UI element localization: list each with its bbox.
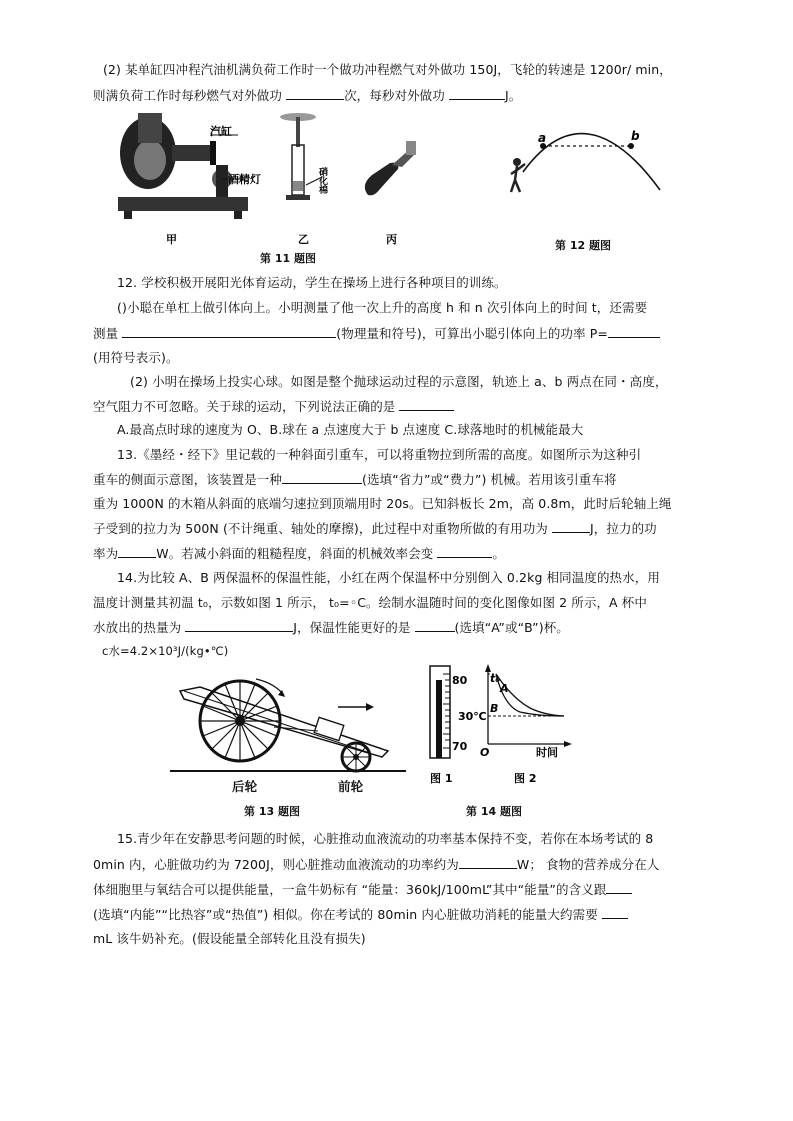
q13-blank-type[interactable] <box>282 471 362 484</box>
q12-line1: 12. 学校积极开展阳光体育运动，学生在操场上进行各种项目的训练。 <box>117 275 507 290</box>
q15-line3 <box>93 881 632 898</box>
q13-line1: 13.《墨经・经下》里记载的一种斜面引重车，可以将重物拉到所需的高度。如图所示为这种引 <box>117 447 642 462</box>
q11-part2-line2 <box>93 87 521 104</box>
q14-text-a: 水放出的热量为 <box>93 620 186 635</box>
q12-caption: 第 12 题图 <box>555 239 611 252</box>
q13-figure <box>170 665 410 785</box>
q15-text-d: (选填“内能”“比热容”或“热值”) 相似。你在考试的 80min 内心脏做功消耗的能量大约需要 <box>93 907 602 922</box>
q12-blank-power[interactable] <box>608 325 660 338</box>
q13-line3: 重为 1000N 的木箱从斜面的底端匀速拉到顶端用时 20s。已知斜板长 2m，高 0.8m，此时后轮轴上绳 <box>93 496 672 511</box>
graph-curve-a: A <box>500 682 509 695</box>
q13-caption: 第 13 题图 <box>244 805 300 818</box>
q15-line2 <box>93 856 659 873</box>
label-lamp: 酒精灯 <box>228 173 261 186</box>
fig-bing-hand <box>365 141 416 195</box>
q11-text-a: 则满负荷工作时每秒燃气对外做功 <box>93 88 287 103</box>
q15-blank-power[interactable] <box>459 856 517 869</box>
q12-line7: A.最高点时球的速度为 O、B.球在 a 点速度大于 b 点速度 C.球落地时的机械能最大 <box>117 422 584 437</box>
graph-xlabel: 时间 <box>536 746 558 759</box>
front-wheel <box>342 743 370 771</box>
q15-text-a: 0min 内，心脏做功约为 7200J，则心脏推动血液流动的功率约为 <box>93 857 459 872</box>
fig1-label: 图 1 <box>430 772 453 785</box>
q14-specific-heat: c水=4.2×10³J/(kg•℃) <box>102 644 229 658</box>
q11-blank-work[interactable] <box>449 87 505 100</box>
q11-figures <box>110 105 420 265</box>
q13-text-c: 子受到的拉力为 500N (不计绳重、轴处的摩擦)，此过程中对重物所做的有用功为 <box>93 521 552 536</box>
q12-line2: ()小聪在单杠上做引体向上。小明测量了他一次上升的高度 h 和 n 次引体向上的时间 t，还需要 <box>117 300 648 315</box>
q15-line4 <box>93 906 628 923</box>
q13-text-g: 。 <box>492 546 505 561</box>
q13-line4 <box>93 520 657 537</box>
graph-curve-b: B <box>490 702 499 715</box>
label-rear-wheel: 后轮 <box>232 779 258 794</box>
point-a-label: a <box>538 131 547 145</box>
q14-blank-cup[interactable] <box>415 619 455 632</box>
q13-blank-useful-work[interactable] <box>552 520 590 533</box>
label-bing: 丙 <box>386 233 397 246</box>
thrower-figure <box>511 158 525 192</box>
q13-blank-efficiency[interactable] <box>437 545 492 558</box>
point-b-label: b <box>631 129 640 143</box>
q12-line3 <box>93 325 660 342</box>
graph-30c: 30℃ <box>458 710 487 723</box>
thermometer <box>430 666 450 758</box>
fig-yi-tube <box>280 113 322 200</box>
fig2-label: 图 2 <box>514 772 537 785</box>
q14-line1: 14.为比较 A、B 两保温杯的保温性能，小红在两个保温杯中分别倒入 0.2kg 相同温度的热水，用 <box>117 570 660 585</box>
label-cotton: 硝化棉 <box>317 167 327 194</box>
q14-figure <box>418 660 598 790</box>
q13-text-b: (选填“省力”或“费力”) 机械。若用该引重车将 <box>362 472 617 487</box>
q11-text-b: 次，每秒对外做功 <box>344 88 449 103</box>
q13-text-a: 重车的侧面示意图，该装置是一种 <box>93 472 283 487</box>
q14-line2: 温度计测量其初温 t₀，示数如图 1 所示， t₀=◦C。绘制水温随时间的变化图像如图 2 所示，A 杯中 <box>93 595 647 610</box>
label-cylinder: 汽缸 <box>210 125 232 138</box>
q13-blank-power[interactable] <box>118 545 156 558</box>
q12-line4: (用符号表示)。 <box>93 350 179 365</box>
q11-text-c: J。 <box>504 88 522 103</box>
q13-text-f: W。若减小斜面的粗糙程度，斜面的机械效率会变 <box>156 546 438 561</box>
q13-line5 <box>93 545 505 562</box>
q15-text-b: W； 食物的营养成分在人 <box>516 857 660 872</box>
q11-part2-line1: (2) 某单缸四冲程汽油机满负荷工作时一个做功冲程燃气对外做功 150J，飞轮的转速是 1200r/ min， <box>103 62 672 77</box>
thermo-80: 80 <box>452 674 468 687</box>
q11-blank-times[interactable] <box>286 87 344 100</box>
q12-blank-quantity[interactable] <box>122 325 336 338</box>
q12-blank-choice[interactable] <box>399 398 454 411</box>
label-yi: 乙 <box>298 233 309 246</box>
q13-text-d: J，拉力的功 <box>589 521 657 536</box>
q14-text-c: (选填“A”或“B”)杯。 <box>454 620 569 635</box>
q12-text-a: 测量 <box>93 326 123 341</box>
q13-line2 <box>93 471 617 488</box>
rear-wheel <box>200 681 280 761</box>
q14-blank-heat[interactable] <box>185 619 293 632</box>
q14-caption: 第 14 题图 <box>466 805 522 818</box>
q14-line3 <box>93 619 569 636</box>
q13-text-e: 率为 <box>93 546 119 561</box>
q15-text-c: 体细胞里与氧结合可以提供能量，一盒牛奶标有 “能量：360kJ/100mL”其中“能量”的含义跟 <box>93 882 607 897</box>
q12-text-c: 空气阻力不可忽略。关于球的运动，下列说法正确的是 <box>93 399 400 414</box>
q12-figure <box>505 112 665 202</box>
q12-line5: (2) 小明在操场上投实心球。如图是整个抛球运动过程的示意图，轨迹上 a、b 两点在同・高度， <box>130 374 668 389</box>
graph-t0: t₀ <box>490 672 501 685</box>
q15-blank-volume[interactable] <box>602 906 628 919</box>
q14-text-b: J，保温性能更好的是 <box>293 620 415 635</box>
label-jia: 甲 <box>166 233 177 246</box>
q11-caption: 第 11 题图 <box>260 252 316 265</box>
label-front-wheel: 前轮 <box>338 779 364 794</box>
q15-blank-similar[interactable] <box>606 881 632 894</box>
q12-text-b: (物理量和符号)，可算出小聪引体向上的功率 P= <box>336 326 608 341</box>
graph-origin: O <box>480 746 490 759</box>
q15-line5: mL 该牛奶补充。(假设能量全部转化且没有损失) <box>93 931 366 946</box>
q12-line6 <box>93 398 454 415</box>
thermo-70: 70 <box>452 740 468 753</box>
q15-line1: 15.青少年在安静思考问题的时候，心脏推动血液流动的功率基本保持不变，若你在本场考试的 8 <box>117 831 654 846</box>
